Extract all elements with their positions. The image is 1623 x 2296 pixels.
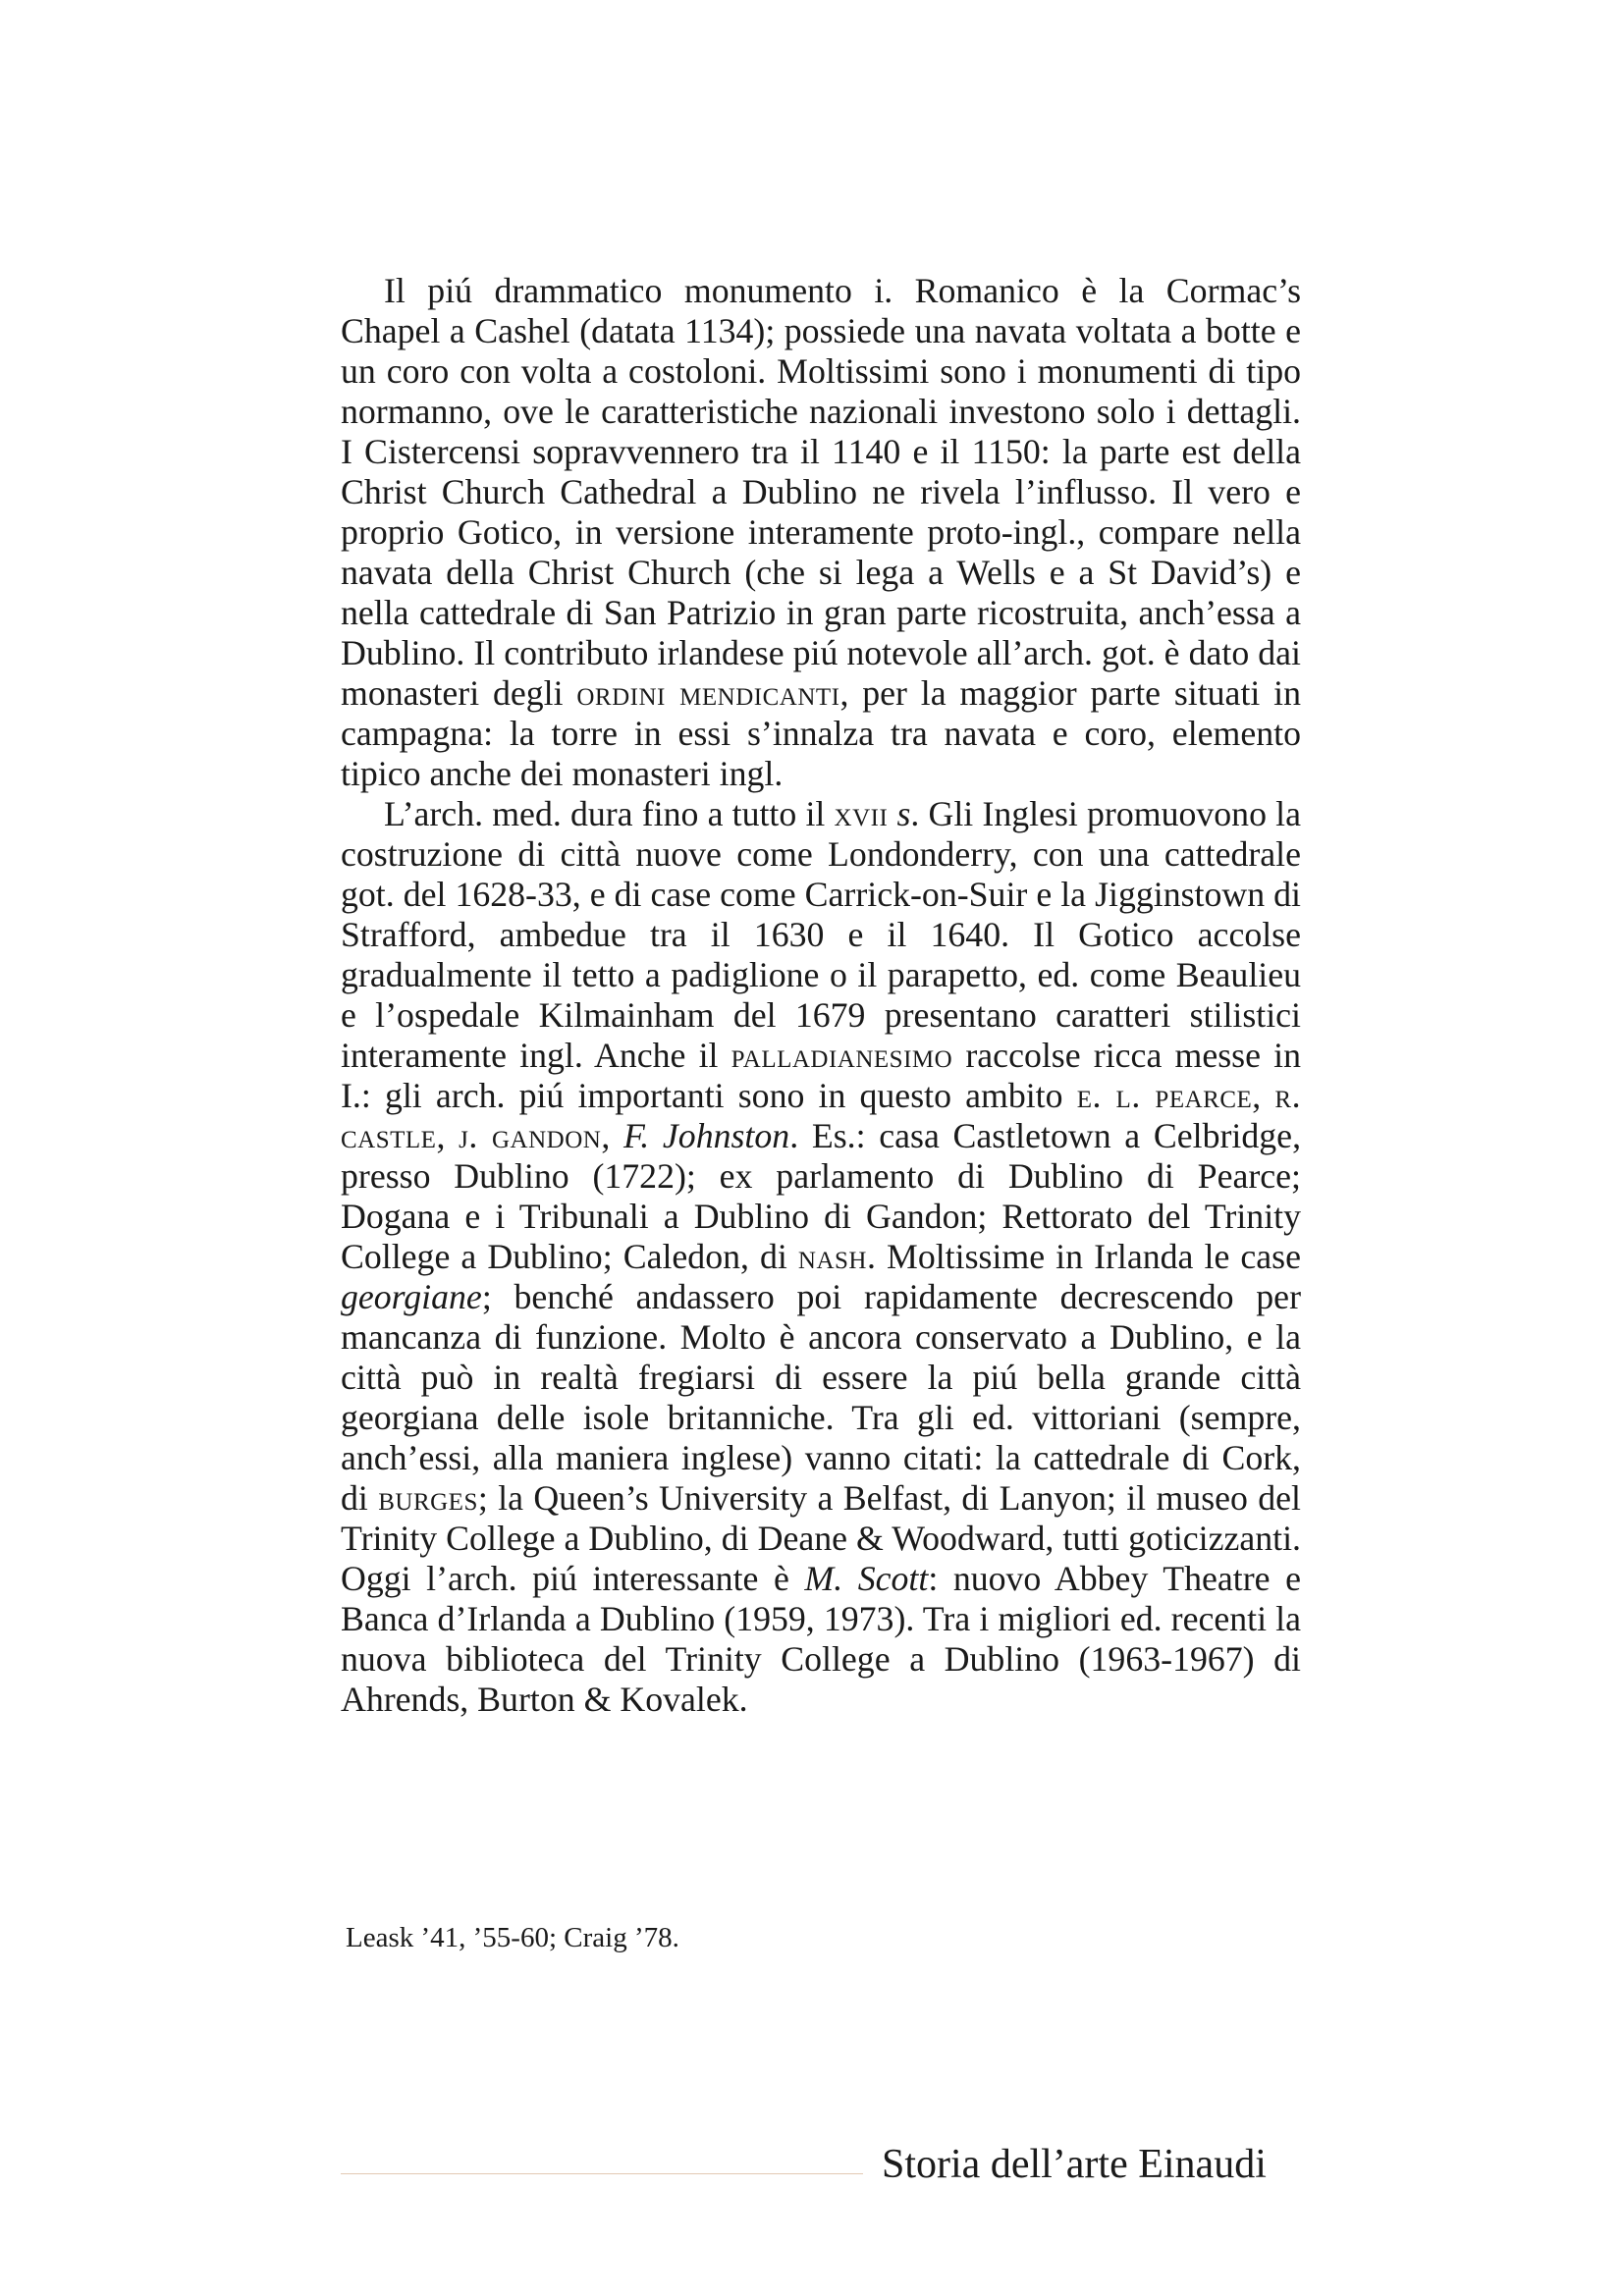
text-run: ; benché andassero poi rapidamente decrescendo per mancanza di funzione. Molto è ancora conservato a Dublino, e la città può in realtà fregiarsi di essere la piú bella grande città georgiana delle isole britanniche. Tra gli ed. vittoriani (sempre, anch’essi, alla maniera inglese) vanno citati: la cattedrale di Cork, di	[341, 1277, 1301, 1518]
text-run: raccolse ricca messe in I.: gli arch. piú importanti sono in questo ambito	[341, 1036, 1302, 1115]
separator: ,	[601, 1116, 611, 1155]
cross-reference-burges[interactable]: burges	[378, 1478, 478, 1518]
architect-name-scott: M. Scott	[804, 1559, 929, 1598]
text-run: Il piú drammatico monumento i. Romanico è la Cormac’s Chapel a Cashel (datata 1134); possiede una navata voltata a botte e un coro con volta a costoloni. Moltissimi sono i monumenti di tipo normanno, ove le caratteristiche nazionali investono solo i dettagli. I Cistercensi sopravvennero tra il 1140 e il 1150: la parte est della Christ Church Cathedral a Dublino ne rivela l’influsso. Il vero e proprio Gotico, in versione interamente proto-ingl., compare nella navata della Christ Church (che si lega a Wells e a St David’s) e nella cattedrale di San Patrizio in gran parte ricostruita, anch’essa a Dublino. Il contributo irlandese piú notevole all’arch. got. è dato dai monasteri degli	[341, 271, 1301, 713]
footer-title: Storia dell’arte Einaudi	[882, 2142, 1267, 2187]
cross-reference-pearce[interactable]: e. l. pearce	[1076, 1076, 1253, 1115]
century-numeral: xvii	[834, 794, 889, 833]
text-run: . Gli Inglesi promuovono la costruzione di città nuove come Londonderry, con una cattedrale got. del 1628-33, e di case come Carrick-on-Suir e la Jigginstown di Strafford, ambedue tra il 1630 e il 1640. Il Gotico accolse gradualmente il tetto a padiglione o il parapetto, ed. come Beaulieu e l’ospedale Kilmainham del 1679 presentano caratteri stilistici interamente ingl. Anche il	[341, 794, 1301, 1075]
century-abbrev: s	[896, 794, 911, 833]
article-body	[341, 271, 1301, 1720]
cross-reference-ordini-mendicanti[interactable]: ordini mendicanti	[576, 673, 840, 713]
term-georgiane: georgiane	[341, 1277, 482, 1316]
cross-reference-palladianesimo[interactable]: palladianesimo	[730, 1036, 953, 1075]
bibliography-references: Leask ’41, ’55-60; Craig ’78.	[346, 1922, 679, 1953]
separator: ,	[436, 1116, 446, 1155]
footer-rule	[341, 2173, 863, 2174]
paragraph-romanesque-gothic	[341, 271, 1301, 794]
text-run: : nuovo Abbey Theatre e Banca d’Irlanda a Dublino (1959, 1973). Tra i migliori ed. recenti la nuova biblioteca del Trinity College a Dublino (1963-1967) di Ahrends, Burton & Kovalek.	[341, 1559, 1302, 1719]
text-run: L’arch. med. dura fino a tutto il	[384, 794, 826, 833]
text-run: ; la Queen’s University a Belfast, di Lanyon; il museo del Trinity College a Dublino, di Deane & Woodward, tutti goticizzanti. Oggi l’arch. piú interessante è	[341, 1478, 1302, 1598]
paragraph-later-architecture	[341, 794, 1301, 1720]
cross-reference-nash[interactable]: nash	[797, 1237, 867, 1276]
text-run: , per la maggior parte situati in campagna: la torre in essi s’innalza tra navata e coro, elemento tipico anche dei monasteri ingl.	[341, 673, 1301, 793]
architect-name-johnston: F. Johnston	[623, 1116, 790, 1155]
cross-reference-gandon[interactable]: j. gandon	[459, 1116, 602, 1155]
separator: ,	[1252, 1076, 1262, 1115]
cross-reference-castle[interactable]: r. castle	[341, 1076, 1302, 1155]
text-run: . Moltissime in Irlanda le case	[867, 1237, 1301, 1276]
text-run: . Es.: casa Castletown a Celbridge, presso Dublino (1722); ex parlamento di Dublino di Pearce; Dogana e i Tribunali a Dublino di Gandon; Rettorato del Trinity College a Dublino; Caledon, di	[341, 1116, 1302, 1276]
